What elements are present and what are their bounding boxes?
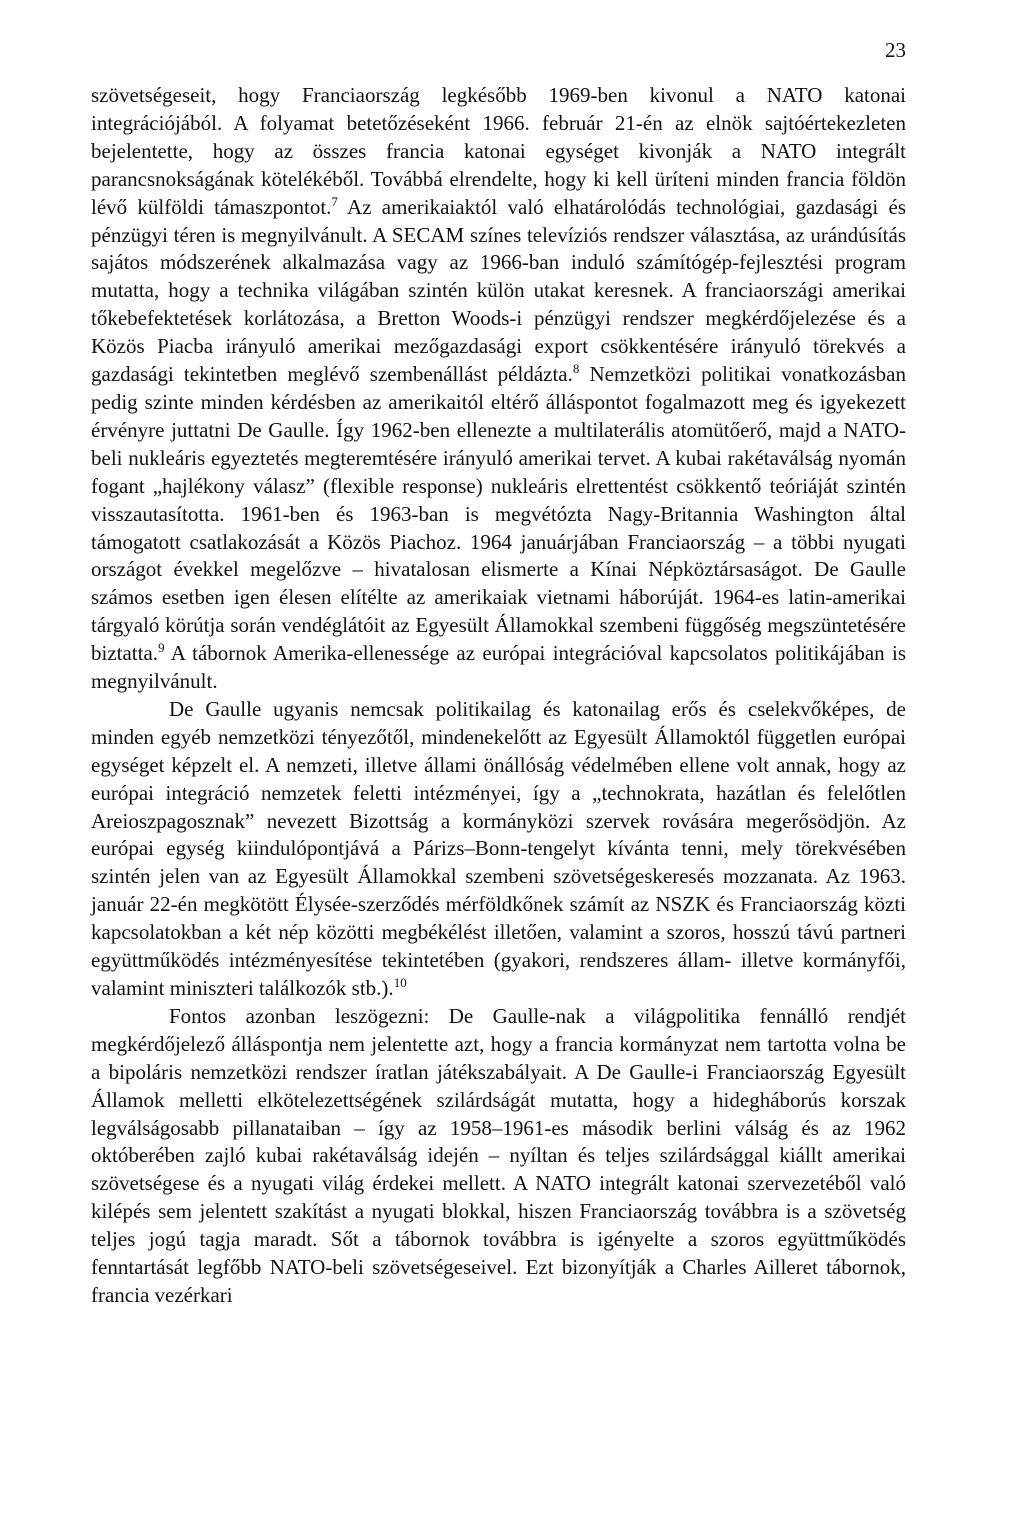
text-run: Nemzetközi politikai vonatkozásban pedig szinte minden kérdésben az amerikaitól eltérő álláspontot fogalmazott meg és igyekezett érvényre juttatni De Gaulle. Így 1962-ben ellenezte a multilaterális atomütőerő, majd a NATO-beli nukleáris egyeztetés megteremtésére irányuló amerikai tervet. A kubai rakétaválság nyomán fogant „hajlékony válasz” (flexible response) nukleáris elrettentést csökkentő teóriáját szintén visszautasította. 1961-ben és 1963-ban is megvétózta Nagy-Britannia Washington által támogatott csatlakozását a Közös Piachoz. 1964 januárjában Franciaország – a többi nyugati országot évekkel megelőzve – hivatalosan elismerte a Kínai Népköztársaságot. De Gaulle számos esetben igen élesen elítélte az amerikaiak vietnami háborúját. 1964-es latin-amerikai tárgyaló körútja során vendéglátóit az Egyesült Államokkal szembeni függőség megszüntetésére biztatta. (91, 362, 906, 666)
body-text (91, 82, 906, 1310)
paragraph (91, 82, 906, 696)
footnote-marker: 8 (572, 361, 580, 377)
text-run: A tábornok Amerika-ellenessége az európai integrációval kapcsolatos politikájában is megnyilvánult. (91, 641, 906, 694)
page-number: 23 (885, 38, 906, 62)
footnote-marker: 9 (158, 640, 165, 656)
footnote-marker: 7 (331, 193, 338, 209)
paragraph (91, 696, 906, 1003)
footnote-marker: 10 (393, 975, 407, 990)
text-run: De Gaulle ugyanis nemcsak politikailag és katonailag erős és cselekvőképes, de minden egyéb nemzetközi tényezőtől, mindenekelőtt az Egyesült Államoktól független európai egységet képzelt el. A nemzeti, illetve állami önállóság védelmében ellene volt annak, hogy az európai integráció nemzetek feletti intézményei, így a „technokrata, hazátlan és felelőtlen Areioszpagosznak” nevezett Bizottság a kormányközi szervek rovására megerősödjön. Az európai egység kiindulópontjává a Párizs–Bonn-tengelyt kívánta tenni, mely törekvésében szintén jelen van az Egyesült Államokkal szembeni szövetségeskeresés mozzanata. Az 1963. január 22-én megkötött Élysée-szerződés mérföldkőnek számít az NSZK és Franciaország közti kapcsolatokban a két nép közötti megbékélést illetően, valamint a szoros, hosszú távú partneri együttműködés intézményesítése tekintetében (gyakori, rendszeres állam- illetve kormányfői, valamint miniszteri találkozók stb.). (91, 696, 906, 1000)
paragraph (91, 1003, 906, 1310)
text-run: Fontos azonban leszögezni: De Gaulle-nak a világpolitika fennálló rendjét megkérdőjelező álláspontja nem jelentette azt, hogy a francia kormányzat nem tartotta volna be a bipoláris nemzetközi rendszer íratlan játékszabályait. A De Gaulle-i Franciaország Egyesült Államok melletti elkötelezettségének szilárdságát mutatta, hogy a hidegháborús korszak legválságosabb pillanataiban – így az 1958–1961-es második berlini válság és az 1962 októberében zajló kubai rakétaválság idején – nyíltan és teljes szilárdsággal kiállt amerikai szövetségese és a nyugati világ érdekei mellett. A NATO integrált katonai szervezetéből való kilépés sem jelentett szakítást a nyugati blokkal, hiszen Franciaország továbbra is a szövetség teljes jogú tagja maradt. Sőt a tábornok továbbra is igényelte a szoros együttműködés fenntartását legfőbb NATO-beli szövetségeseivel. Ezt bizonyítják a Charles Ailleret tábornok, francia vezérkari (91, 1003, 906, 1307)
text-run: Az amerikaiaktól való elhatárolódás technológiai, gazdasági és pénzügyi téren is megnyilvánult. A SECAM színes televíziós rendszer választása, az urándúsítás sajátos módszerének alkalmazása vagy az 1966-ban induló számítógép-fejlesztési program mutatta, hogy a technika világában szintén külön utakat keresnek. A franciaországi amerikai tőkebefektetések korlátozása, a Bretton Woods-i pénzügyi rendszer megkérdőjelezése és a Közös Piacba irányuló amerikai mezőgazdasági export csökkentésére irányuló törekvés a gazdasági tekintetben meglévő szembenállást példázta. (91, 194, 907, 387)
text-run: szövetségeseit, hogy Franciaország legkésőbb 1969-ben kivonul a NATO katonai integrációjából. A folyamat betetőzéseként 1966. február 21-én az elnök sajtóértekezleten bejelentette, hogy az összes francia katonai egységet kivonják a NATO integrált parancsnokságának kötelékéből. Továbbá elrendelte, hogy ki kell üríteni minden francia földön lévő külföldi támaszpontot. (91, 83, 906, 219)
